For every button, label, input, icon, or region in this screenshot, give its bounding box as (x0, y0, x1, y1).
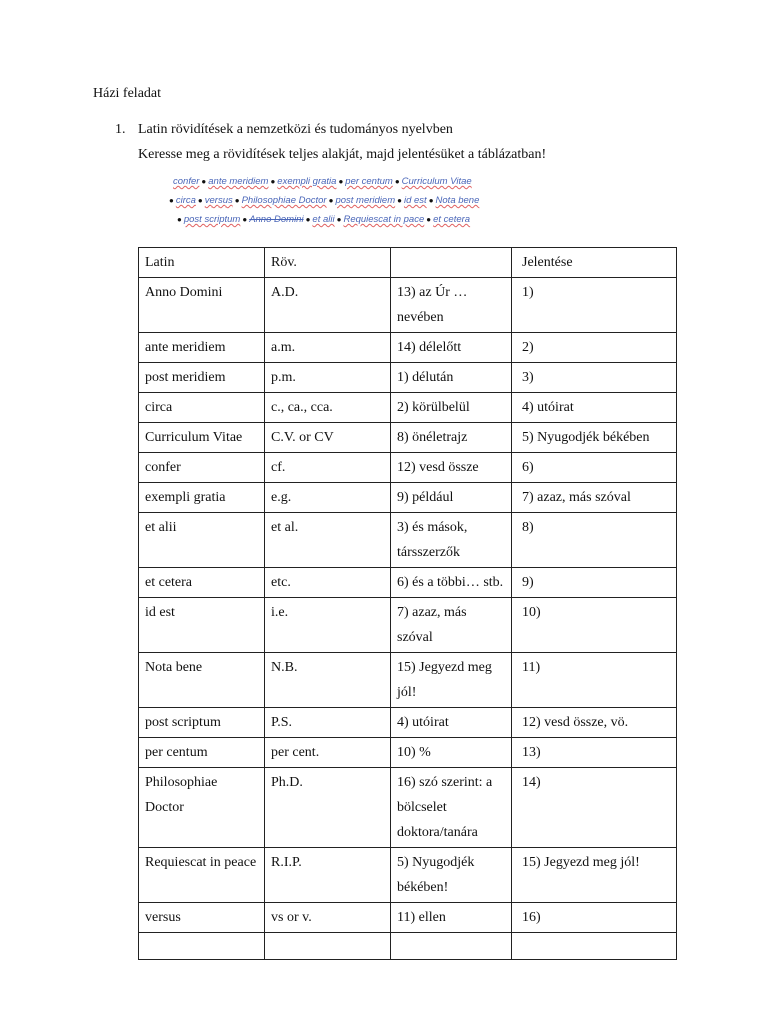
bullet-icon: ● (338, 177, 344, 186)
bullet-icon: ● (270, 177, 276, 186)
table-row (139, 933, 677, 960)
table-cell: per cent. (265, 738, 391, 768)
table-row (139, 738, 677, 768)
table-cell: 12) vesd össze, vö. (512, 708, 677, 738)
table-cell: a.m. (265, 333, 391, 363)
word-bank-item: et alii (312, 214, 335, 225)
table-cell: N.B. (265, 653, 391, 708)
table-cell: 2) körülbelül (391, 393, 512, 423)
bullet-icon: ● (201, 177, 207, 186)
table-cell: 15) Jegyezd meg jól! (512, 848, 677, 903)
table-cell: 2) (512, 333, 677, 363)
table-cell: Philosophiae Doctor (139, 768, 265, 848)
table-row (139, 278, 677, 333)
table-row (139, 903, 677, 933)
table-cell: post scriptum (139, 708, 265, 738)
table-cell: et alii (139, 513, 265, 568)
table-cell: 5) Nyugodjék békében (512, 423, 677, 453)
table-cell: 8) önéletrajz (391, 423, 512, 453)
word-bank-item: per centum (345, 176, 393, 187)
table-cell: 4) utóirat (391, 708, 512, 738)
table-cell: 14) délelőtt (391, 333, 512, 363)
table-cell: R.I.P. (265, 848, 391, 903)
word-bank-item: Anno Domini (249, 214, 304, 225)
table-row (139, 513, 677, 568)
bullet-icon: ● (169, 196, 174, 205)
table-cell: exempli gratia (139, 483, 265, 513)
word-bank-item: et cetera (433, 214, 471, 225)
table-row (139, 708, 677, 738)
word-bank-item: Requiescat in pace (343, 214, 425, 225)
table-cell: 8) (512, 513, 677, 568)
word-bank-item: post meridiem (335, 195, 396, 206)
table-cell: 13) az Úr … nevében (391, 278, 512, 333)
word-bank-item: Nota bene (435, 195, 480, 206)
table-cell: ante meridiem (139, 333, 265, 363)
table-row (139, 423, 677, 453)
table-cell: 10) % (391, 738, 512, 768)
table-cell: 1) (512, 278, 677, 333)
table-cell: 5) Nyugodjék békében! (391, 848, 512, 903)
header-cell (391, 248, 512, 278)
table-cell: 9) (512, 568, 677, 598)
table-cell (139, 933, 265, 960)
table-cell: 16) szó szerint: a bölcselet doktora/tanára (391, 768, 512, 848)
table-cell: et cetera (139, 568, 265, 598)
table-row (139, 768, 677, 848)
table-cell: P.S. (265, 708, 391, 738)
table-cell: 9) például (391, 483, 512, 513)
task-heading (115, 122, 453, 138)
header-cell: Latin (139, 248, 265, 278)
table-cell: 7) azaz, más szóval (512, 483, 677, 513)
table-cell: e.g. (265, 483, 391, 513)
table-cell: per centum (139, 738, 265, 768)
word-bank-item: ante meridiem (208, 176, 269, 187)
header-cell: Jelentése (512, 248, 677, 278)
table-cell: vs or v. (265, 903, 391, 933)
table-row (139, 363, 677, 393)
table-cell: circa (139, 393, 265, 423)
table-cell: 14) (512, 768, 677, 848)
table-cell: confer (139, 453, 265, 483)
word-bank-line-3 (175, 214, 768, 225)
table-cell: 11) ellen (391, 903, 512, 933)
bullet-icon: ● (426, 215, 432, 224)
word-bank-item: Philosophiae Doctor (241, 195, 327, 206)
table-cell: 1) délután (391, 363, 512, 393)
abbreviation-table (138, 247, 677, 960)
table-row (139, 453, 677, 483)
table-cell: C.V. or CV (265, 423, 391, 453)
word-bank-item: exempli gratia (277, 176, 337, 187)
bullet-icon: ● (328, 196, 334, 205)
task-instruction: Keresse meg a rövidítések teljes alakját, majd jelentésüket a táblázatban! (138, 147, 547, 162)
table-row (139, 393, 677, 423)
table-cell: et al. (265, 513, 391, 568)
table-cell: 16) (512, 903, 677, 933)
table-cell (265, 933, 391, 960)
bullet-icon: ● (397, 196, 402, 205)
table-header-row (139, 248, 677, 278)
table-cell: p.m. (265, 363, 391, 393)
table-row (139, 333, 677, 363)
bullet-icon: ● (177, 215, 182, 224)
table-row (139, 598, 677, 653)
table-cell: Requiescat in peace (139, 848, 265, 903)
word-bank-line-1 (173, 176, 768, 187)
table-row (139, 568, 677, 598)
table-cell: 12) vesd össze (391, 453, 512, 483)
word-bank-item: post scriptum (183, 214, 241, 225)
table-cell: Anno Domini (139, 278, 265, 333)
table-cell: Nota bene (139, 653, 265, 708)
table-cell: id est (139, 598, 265, 653)
bullet-icon: ● (234, 196, 240, 205)
table-cell: 11) (512, 653, 677, 708)
table-cell: Ph.D. (265, 768, 391, 848)
table-cell: c., ca., cca. (265, 393, 391, 423)
word-bank-item: Curriculum Vitae (401, 176, 472, 187)
table-cell: etc. (265, 568, 391, 598)
table-cell: cf. (265, 453, 391, 483)
word-bank-item: versus (204, 195, 233, 206)
bullet-icon: ● (428, 196, 434, 205)
word-bank-item: circa (175, 195, 196, 206)
table-cell: 10) (512, 598, 677, 653)
table-row (139, 483, 677, 513)
bullet-icon: ● (197, 196, 203, 205)
table-cell (512, 933, 677, 960)
task-title: Latin rövidítések a nemzetközi és tudományos nyelvben (138, 122, 453, 137)
table-cell: 3) és mások, társszerzők (391, 513, 512, 568)
table-cell: versus (139, 903, 265, 933)
table-cell: 7) azaz, más szóval (391, 598, 512, 653)
table-row (139, 848, 677, 903)
table-cell (391, 933, 512, 960)
table-cell: 13) (512, 738, 677, 768)
word-bank-item: id est (403, 195, 427, 206)
bullet-icon: ● (336, 215, 342, 224)
task-number: 1. (115, 122, 126, 137)
table-cell: 6) (512, 453, 677, 483)
table-cell: 15) Jegyezd meg jól! (391, 653, 512, 708)
bullet-icon: ● (242, 215, 248, 224)
bullet-icon: ● (394, 177, 400, 186)
word-bank-line-2 (167, 195, 768, 206)
bullet-icon: ● (305, 215, 311, 224)
table-cell: post meridiem (139, 363, 265, 393)
header-cell: Röv. (265, 248, 391, 278)
table-cell: i.e. (265, 598, 391, 653)
page-title: Házi feladat (93, 86, 162, 101)
table-cell: Curriculum Vitae (139, 423, 265, 453)
table-cell: 6) és a többi… stb. (391, 568, 512, 598)
table-cell: 4) utóirat (512, 393, 677, 423)
table-row (139, 653, 677, 708)
table-cell: A.D. (265, 278, 391, 333)
word-bank-item: confer (173, 176, 200, 187)
table-cell: 3) (512, 363, 677, 393)
